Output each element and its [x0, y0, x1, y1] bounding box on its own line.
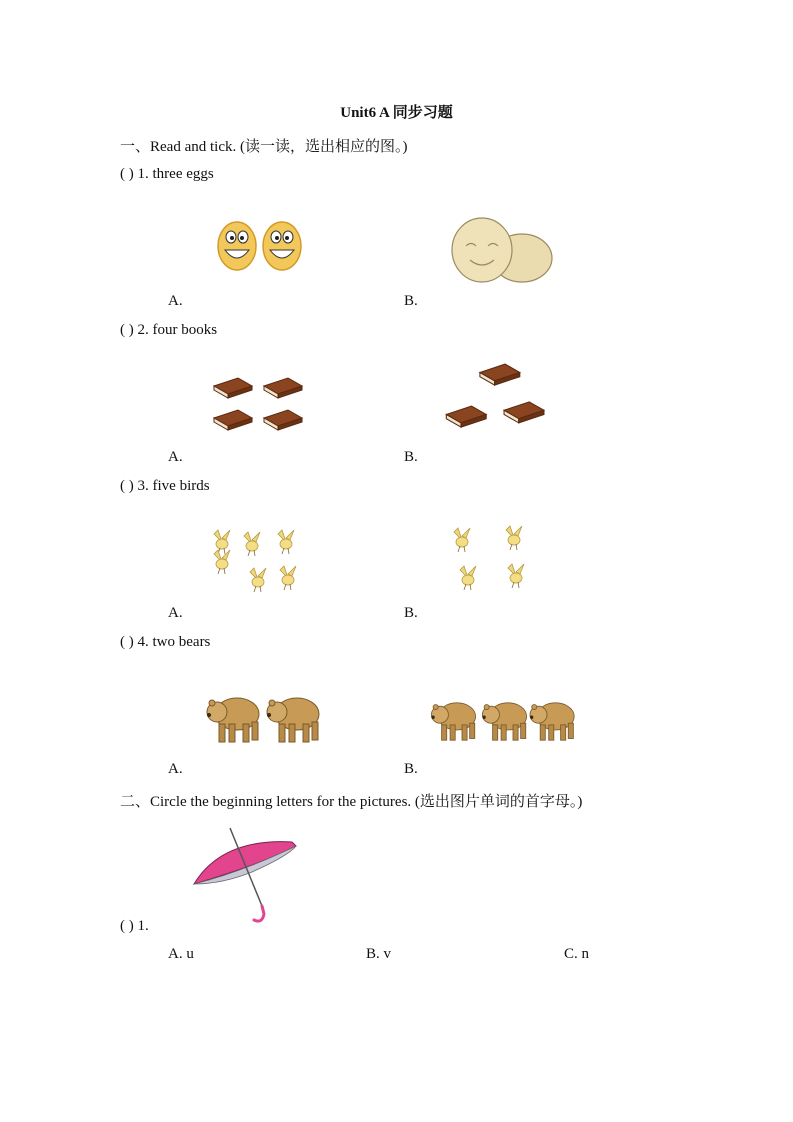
answer-blank[interactable]: ( ) [120, 322, 134, 338]
question-text: 1. three eggs [137, 166, 214, 182]
section-2-heading: 二、Circle the beginning letters for the pictures. (选出图片单词的首字母。) [120, 794, 583, 810]
egg-face-2 [263, 222, 301, 270]
option-b[interactable]: B. [404, 449, 418, 465]
three-bears-image [428, 696, 576, 746]
option-a[interactable]: A. [168, 293, 183, 309]
section-2-question-1 [120, 918, 149, 935]
question-1 [120, 166, 214, 183]
four-birds-image [450, 524, 534, 600]
option-a[interactable]: A. [168, 761, 183, 777]
two-cartoon-eggs-image [215, 220, 305, 272]
option-b[interactable]: B. v [366, 946, 392, 962]
three-books-image [440, 362, 552, 436]
question-4 [120, 634, 210, 651]
option-a[interactable]: A. u [168, 946, 194, 962]
answer-blank[interactable]: ( ) [120, 634, 134, 650]
question-text: 3. five birds [137, 478, 210, 494]
option-c[interactable]: C. n [564, 946, 590, 962]
answer-blank[interactable]: ( ) [120, 166, 134, 182]
question-text: 1. [137, 918, 149, 934]
option-a[interactable]: A. [168, 605, 183, 621]
answer-blank[interactable]: ( ) [120, 918, 134, 934]
two-plain-eggs-image [448, 216, 554, 284]
answer-blank[interactable]: ( ) [120, 478, 134, 494]
page-title: Unit6 A 同步习题 [340, 105, 453, 121]
question-3 [120, 478, 210, 495]
four-books-image [208, 376, 308, 438]
option-b[interactable]: B. [404, 293, 418, 309]
question-text: 2. four books [137, 322, 218, 338]
umbrella-image [192, 828, 302, 926]
option-a[interactable]: A. [168, 449, 183, 465]
option-b[interactable]: B. [404, 761, 418, 777]
egg-face-1 [218, 222, 256, 270]
five-birds-image [210, 528, 306, 602]
option-b[interactable]: B. [404, 605, 418, 621]
question-2 [120, 322, 217, 339]
question-text: 4. two bears [137, 634, 211, 650]
two-bears-image [203, 690, 325, 746]
section-1-heading: 一、Read and tick. (读一读，选出相应的图。) [120, 139, 408, 155]
